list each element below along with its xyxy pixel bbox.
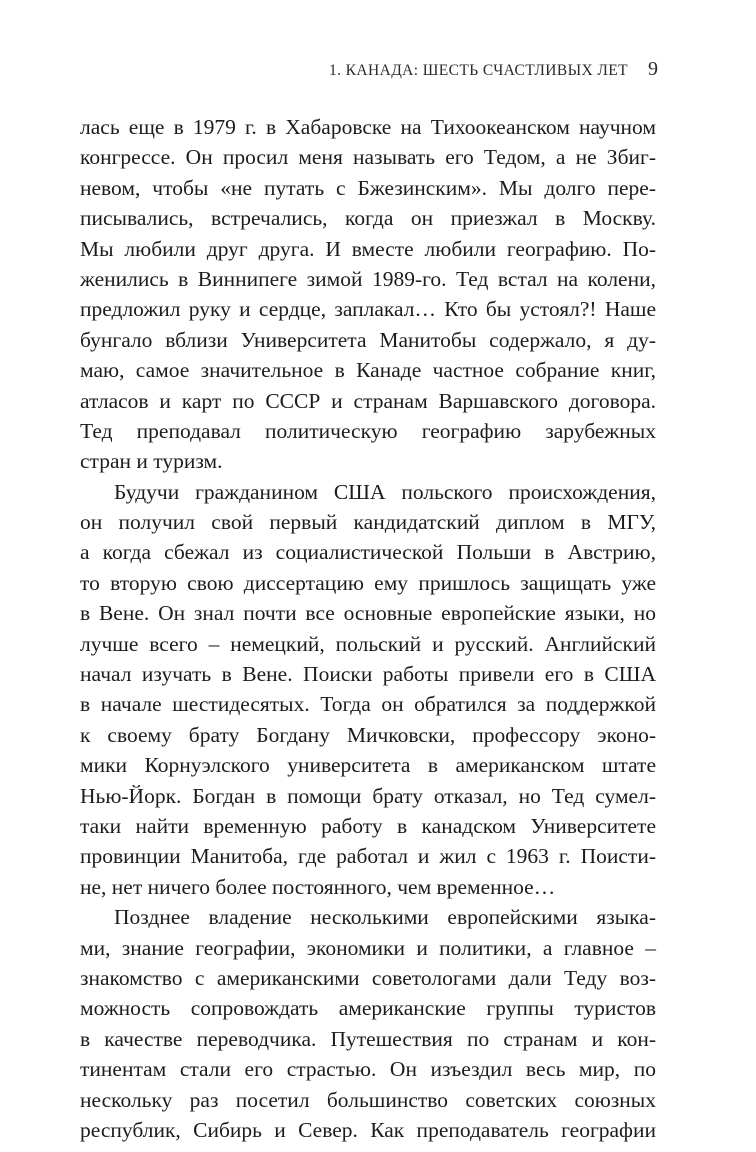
text-line: атласов и карт по СССР и странам Варшавского договора.	[80, 388, 656, 413]
text-line: бунгало вблизи Университета Манитобы содержало, я ду-	[80, 327, 656, 352]
text-line: знакомство с американскими советологами дали Теду воз-	[80, 965, 656, 990]
text-line: Тед преподавал политическую географию зарубежных	[80, 418, 656, 443]
text-line: писывались, встречались, когда он приезжал в Москву.	[80, 206, 656, 231]
text-line: лась еще в 1979 г. в Хабаровске на Тихоокеанском научном	[80, 115, 656, 139]
text-line: в Вене. Он знал почти все основные европейские языки, но	[80, 601, 656, 626]
paragraph-start-line: Будучи гражданином США польского происхождения,	[114, 479, 656, 504]
paragraph-end-line: не, нет ничего более постоянного, чем временное…	[80, 874, 556, 899]
text-line: а когда сбежал из социалистической Польши в Австрию,	[80, 540, 656, 565]
text-line: к своему брату Богдану Мичковски, профессору эконо-	[80, 722, 656, 747]
text-line: можность сопровождать американские группы туристов	[80, 996, 656, 1021]
text-line: тинентам стали его страстью. Он изъездил весь мир, по	[80, 1057, 656, 1082]
running-head-title: 1. КАНАДА: ШЕСТЬ СЧАСТЛИВЫХ ЛЕТ	[328, 62, 628, 79]
text-line: таки найти временную работу в канадском Университете	[80, 813, 656, 838]
paragraph-end-line: стран и туризм.	[80, 449, 223, 474]
page-number: 9	[648, 58, 658, 80]
text-line: то вторую свою диссертацию ему пришлось защищать уже	[80, 570, 656, 595]
text-line: в качестве переводчика. Путешествия по странам и кон-	[80, 1026, 656, 1051]
text-line: начал изучать в Вене. Поиски работы привели его в США	[80, 662, 656, 687]
text-line: женились в Виннипеге зимой 1989-го. Тед встал на колени,	[80, 266, 656, 291]
text-line: в начале шестидесятых. Тогда он обратился за поддержкой	[80, 692, 656, 717]
paragraph-start-line: Позднее владение несколькими европейскими языка-	[114, 905, 656, 930]
text-line: он получил свой первый кандидатский диплом в МГУ,	[80, 510, 656, 535]
text-line: предложил руку и сердце, заплакал… Кто бы устоял?! Наше	[80, 297, 656, 322]
text-line: Нью-Йорк. Богдан в помощи брату отказал, но Тед сумел-	[80, 783, 656, 808]
text-line: конгрессе. Он просил меня называть его Тедом, а не Збиг-	[80, 145, 656, 170]
text-line: мики Корнуэлского университета в американском штате	[80, 753, 656, 778]
text-line: лучше всего – немецкий, польский и русский. Английский	[80, 631, 656, 656]
text-line: ми, знание географии, экономики и политики, а главное –	[80, 935, 656, 960]
text-line: невом, чтобы «не путать с Бжезинским». Мы долго пере-	[80, 175, 656, 200]
text-line: провинции Манитоба, где работал и жил с 1963 г. Поисти-	[80, 844, 656, 869]
text-line: республик, Сибирь и Север. Как преподаватель географии	[80, 1117, 656, 1142]
text-line: маю, самое значительное в Канаде частное собрание книг,	[80, 358, 656, 383]
body-text	[80, 112, 656, 1145]
text-line: нескольку раз посетил большинство советских союзных	[80, 1087, 656, 1112]
text-line: Мы любили друг друга. И вместе любили географию. По-	[80, 236, 656, 261]
